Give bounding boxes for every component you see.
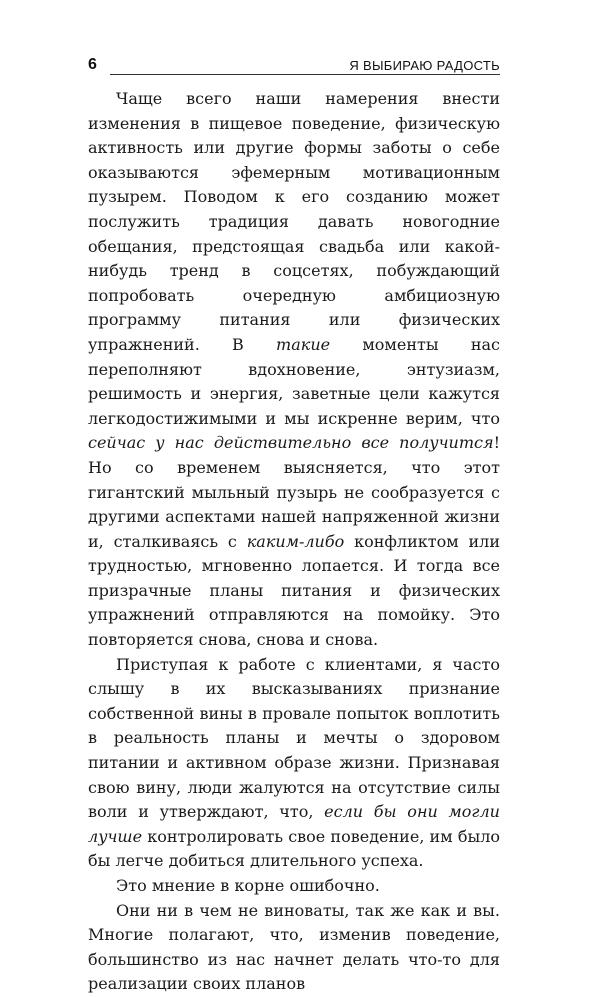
text-run: контролировать свое поведение, им было бы легче добиться длительного успеха. [88,826,500,871]
paragraph-2 [88,653,500,874]
text-run: Приступая к работе с клиентами, я часто слышу в их высказываниях признание собственной вины в провале попыток воплотить в реальность планы и мечты о здоровом питании и активном образе жизни. Признавая свою вину, люди жалуются на отсутствие силы воли и утверждают, что, [88,654,500,822]
running-title: Я ВЫБИРАЮ РАДОСТЬ [349,58,500,73]
paragraph-1 [88,87,500,653]
text-run: Они ни в чем не виноваты, так же как и вы. Многие полагают, что, изменив поведение, большинство из нас начнет делать что-то для реализации своих планов [88,900,500,994]
paragraph-4 [88,899,500,997]
header-rule [110,74,500,75]
body-text [88,87,500,997]
text-run: Это мнение в корне ошибочно. [116,876,380,895]
italic-run: такие [276,334,331,354]
text-run: Чаще всего наши намерения внести изменения в пищевое поведение, физическую активность или другие формы заботы о себе оказываются эфемерным мотивационным пузырем. Поводом к его созданию может послужить традиция давать новогодние обещания, предстоящая свадьба или какой-нибудь тренд в соцсетях, побуждающий попробовать очередную амбициозную программу питания или физических упражнений. В [88,89,500,354]
text-run: конфликтом или трудностью, мгновенно лопается. И тогда все призрачные планы питания и физических упражнений отправляются на помойку. Это повторяется снова, снова и снова. [88,531,500,650]
text-run: ! Но со временем выясняется, что этот гигантский мыльный пузырь не сообразуется с другими аспектами нашей напряженной жизни и, сталкиваясь с [88,433,500,551]
italic-run: каким-либо [246,531,345,551]
page-number: 6 [88,56,97,73]
paragraph-3 [88,874,500,899]
text-run: моменты нас переполняют вдохновение, энтузиазм, решимость и энергия, заветные цели кажутся легкодостижимыми и мы искренне верим, что [88,334,500,428]
italic-run: сейчас у нас действительно все получится [88,433,494,453]
italic-run: если бы они могли лучше [88,802,500,846]
